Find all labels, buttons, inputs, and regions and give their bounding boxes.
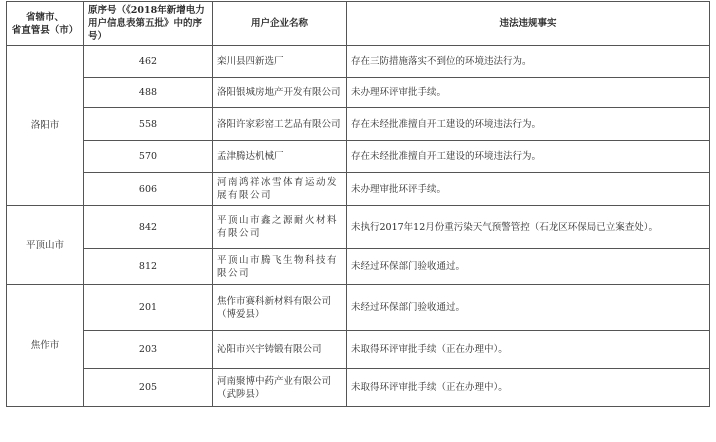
- company-cell: 平顶山市腾飞生物科技有限公司: [213, 249, 347, 285]
- seq-cell: 205: [84, 369, 213, 407]
- company-cell: 焦作市赛科新材料有限公司（博爱县）: [213, 285, 347, 331]
- table-row: [7, 78, 710, 108]
- violation-cell: 未经过环保部门验收通过。: [347, 249, 710, 285]
- company-cell: 洛阳银城房地产开发有限公司: [213, 78, 347, 108]
- violation-cell: 未执行2017年12月份重污染天气预警管控（石龙区环保局已立案查处）。: [347, 206, 710, 249]
- seq-cell: 462: [84, 46, 213, 78]
- header-province: 省辖市、 省直管县（市）: [7, 2, 84, 46]
- violation-cell: 未办理环评审批手续。: [347, 78, 710, 108]
- table-row: [7, 108, 710, 141]
- company-cell: 河南鸿祥冰雪体育运动发展有限公司: [213, 173, 347, 206]
- table-row: [7, 141, 710, 173]
- seq-cell: 203: [84, 331, 213, 369]
- violation-cell: 存在三防措施落实不到位的环境违法行为。: [347, 46, 710, 78]
- seq-cell: 606: [84, 173, 213, 206]
- table-row: [7, 173, 710, 206]
- table-row: [7, 249, 710, 285]
- table-row: [7, 206, 710, 249]
- header-company: 用户企业名称: [213, 2, 347, 46]
- violation-cell: 未取得环评审批手续（正在办理中）。: [347, 369, 710, 407]
- company-cell: 沁阳市兴宇铸锻有限公司: [213, 331, 347, 369]
- company-cell: 平顶山市鑫之源耐火材料有限公司: [213, 206, 347, 249]
- seq-cell: 488: [84, 78, 213, 108]
- header-violation: 违法违规事实: [347, 2, 710, 46]
- violation-cell: 未经过环保部门验收通过。: [347, 285, 710, 331]
- seq-cell: 812: [84, 249, 213, 285]
- city-cell: 焦作市: [7, 285, 84, 407]
- company-cell: 洛阳许家彩窑工艺品有限公司: [213, 108, 347, 141]
- company-cell: 河南聚博中药产业有限公司（武陟县）: [213, 369, 347, 407]
- table-row: [7, 331, 710, 369]
- company-cell: 栾川县四新选厂: [213, 46, 347, 78]
- table-row: [7, 369, 710, 407]
- city-cell: 平顶山市: [7, 206, 84, 285]
- violations-table: [6, 1, 710, 407]
- violation-cell: 存在未经批准擅自开工建设的环境违法行为。: [347, 108, 710, 141]
- seq-cell: 570: [84, 141, 213, 173]
- violation-cell: 未办理审批环评手续。: [347, 173, 710, 206]
- header-row: [7, 2, 710, 46]
- city-cell: 洛阳市: [7, 46, 84, 206]
- seq-cell: 201: [84, 285, 213, 331]
- table-row: [7, 46, 710, 78]
- seq-cell: 842: [84, 206, 213, 249]
- table-row: [7, 285, 710, 331]
- violation-cell: 未取得环评审批手续（正在办理中）。: [347, 331, 710, 369]
- header-seq: 原序号（《2018年新增电力用户信息表第五批》中的序号）: [84, 2, 213, 46]
- seq-cell: 558: [84, 108, 213, 141]
- violation-cell: 存在未经批准擅自开工建设的环境违法行为。: [347, 141, 710, 173]
- company-cell: 孟津腾达机械厂: [213, 141, 347, 173]
